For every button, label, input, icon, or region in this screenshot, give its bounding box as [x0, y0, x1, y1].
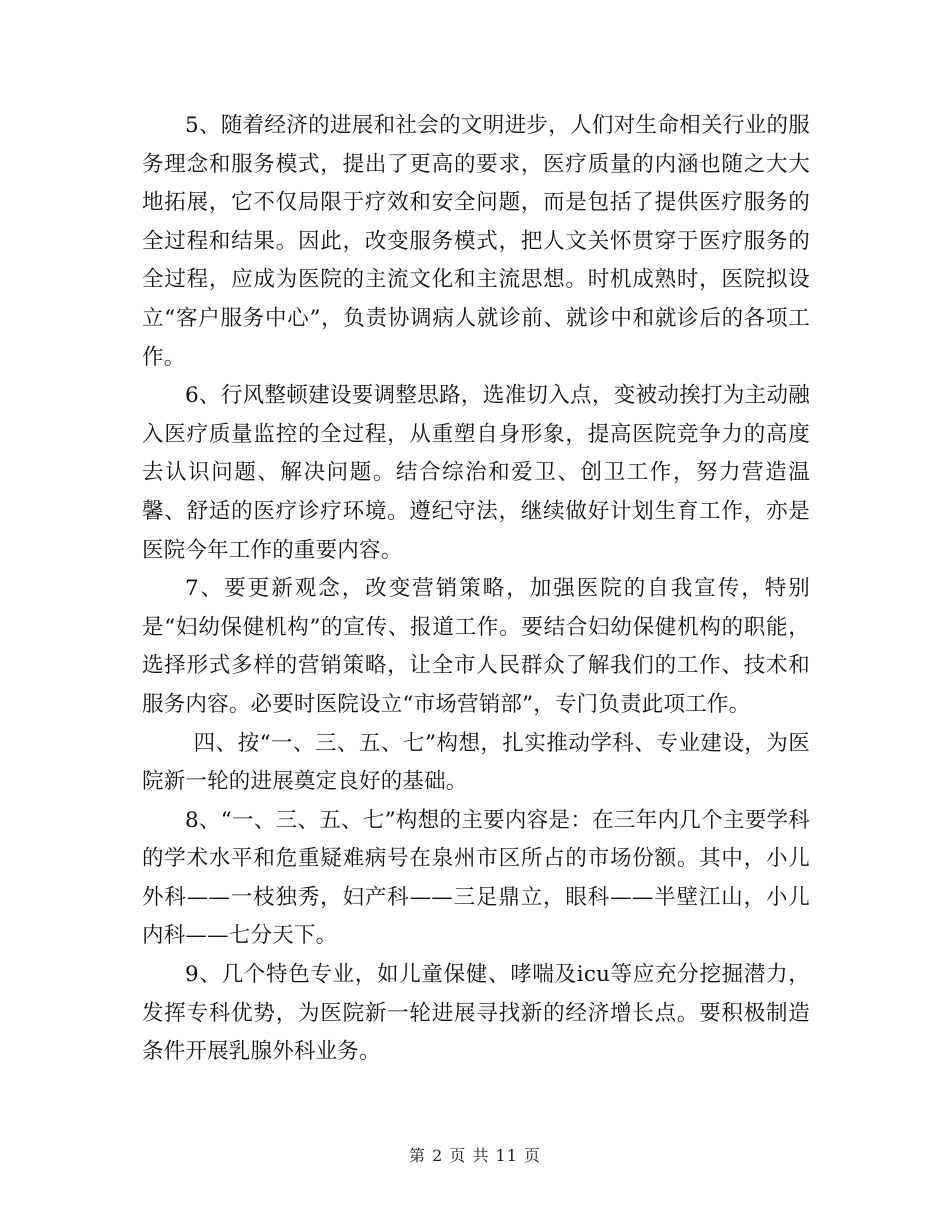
document-body	[142, 107, 810, 1072]
paragraph-item-6: 6、行风整顿建设要调整思路，选准切入点，变被动挨打为主动融入医疗质量监控的全过程，从重塑自身形象，提高医院竞争力的高度去认识问题、解决问题。结合综治和爱卫、创卫工作，努力营造温馨、舒适的医疗诊疗环境。遵纪守法，继续做好计划生育工作，亦是医院今年工作的重要内容。	[142, 383, 810, 563]
page-footer	[0, 1144, 950, 1168]
paragraph-item-5: 5、随着经济的进展和社会的文明进步，人们对生命相关行业的服务理念和服务模式，提出了更高的要求，医疗质量的内涵也随之大大地拓展，它不仅局限于疗效和安全问题，而是包括了提供医疗服务的全过程和结果。因此，改变服务模式，把人文关怀贯穿于医疗服务的全过程，应成为医院的主流文化和主流思想。时机成熟时，医院拟设立“客户服务中心”，负责协调病人就诊前、就诊中和就诊后的各项工作。	[142, 113, 810, 370]
section-heading-four: 四、按“一、三、五、七”构想，扎实推动学科、专业建设，为医院新一轮的进展奠定良好的基础。	[142, 730, 810, 795]
paragraph-item-9: 9、几个特色专业，如儿童保健、哮喘及icu等应充分挖掘潜力，发挥专科优势，为医院新一轮进展寻找新的经济增长点。要积极制造条件开展乳腺外科业务。	[142, 962, 810, 1065]
paragraph-item-7: 7、要更新观念，改变营销策略，加强医院的自我宣传，特别是“妇幼保健机构”的宣传、报道工作。要结合妇幼保健机构的职能，选择形式多样的营销策略，让全市人民群众了解我们的工作、技术和服务内容。必要时医院设立“市场营销部”，专门负责此项工作。	[142, 576, 810, 717]
page-number-label: 第 2 页 共 11 页	[409, 1146, 541, 1165]
paragraph-item-8: 8、“一、三、五、七”构想的主要内容是：在三年内几个主要学科的学术水平和危重疑难病号在泉州市区所占的市场份额。其中，小儿外科——一枝独秀，妇产科——三足鼎立，眼科——半壁江山，小儿内科——七分天下。	[142, 807, 810, 949]
